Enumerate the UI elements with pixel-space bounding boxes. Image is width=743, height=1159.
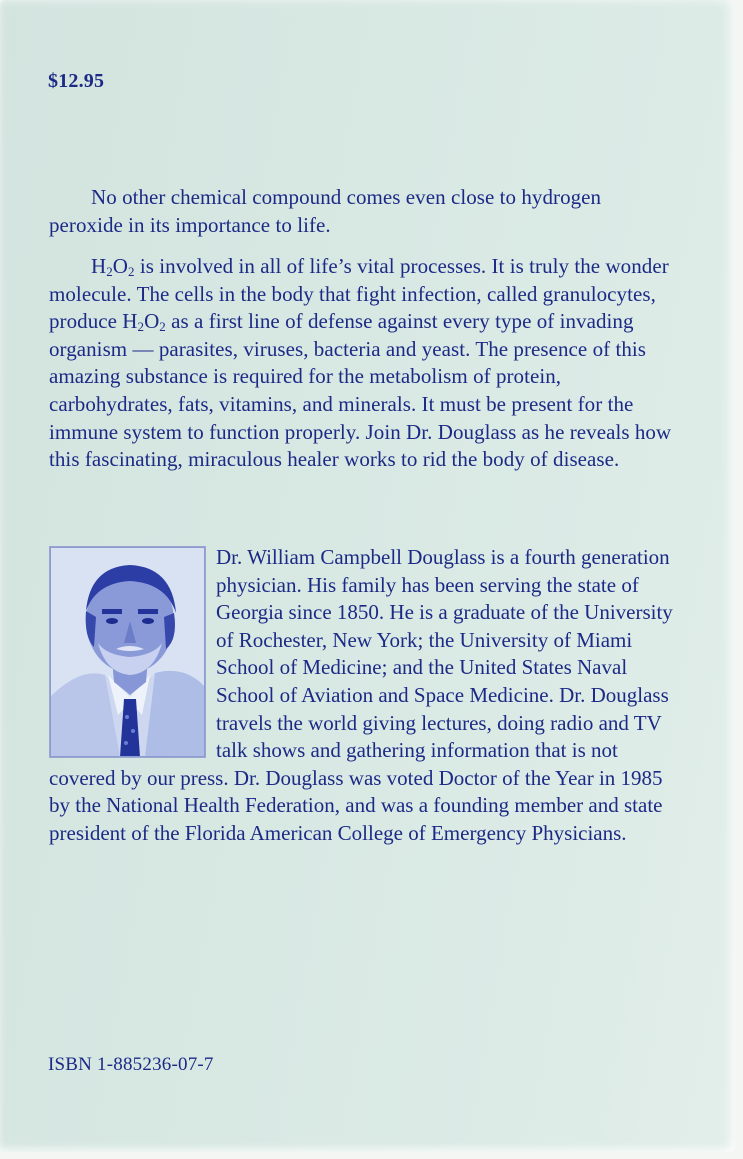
intro-paragraph (49, 184, 677, 239)
author-portrait-image (50, 547, 205, 757)
description-paragraph (49, 253, 677, 474)
author-photo (49, 546, 206, 758)
author-bio-text: Dr. William Campbell Douglass is a fourth generation physician. His family has been serving the state of Georgia since 1850. He is a graduate of the University of Rochester, New York; the University of Miami School of Medicine; and the United States Naval School of Aviation and Space Medicine. Dr. Douglass travels the world giving lectures, doing radio and TV talk shows and gathering information that is not covered by our press. Dr. Douglass was voted Doctor of the Year in 1985 by the National Health Federation, and was a founding member and state president of the Florida American College of Emergency Physicians. (49, 545, 673, 845)
formula-h: H (91, 254, 107, 278)
description-part-3: as a first line of defense against every type of invading organism — parasites, viruses, bacteria and yeast. The presence of this amazing substance is required for the metabolism of protein, carbohydrates, fats, vitamins, and minerals. It must be present for the immune system to function properly. Join Dr. Douglass as he reveals how this fascinating, miraculous healer works to rid the body of disease. (49, 309, 672, 472)
description-part-2: O (144, 309, 160, 334)
formula-o: O (112, 254, 128, 278)
author-bio (49, 544, 677, 848)
isbn: ISBN 1-885236-07-7 (48, 1054, 214, 1075)
formula-sub: 2 (106, 264, 113, 279)
description-text (49, 253, 677, 474)
description-part-1: is involved in all of life’s vital processes. It is truly the wonder molecule. The cells in the body that fight infection, called granulocytes, produce H (49, 254, 669, 334)
price: $12.95 (48, 70, 105, 92)
intro-text: No other chemical compound comes even close to hydrogen peroxide in its importance to life. (49, 185, 602, 237)
formula-sub: 2 (137, 319, 145, 335)
formula-sub: 2 (159, 319, 166, 335)
formula-sub: 2 (128, 264, 135, 279)
